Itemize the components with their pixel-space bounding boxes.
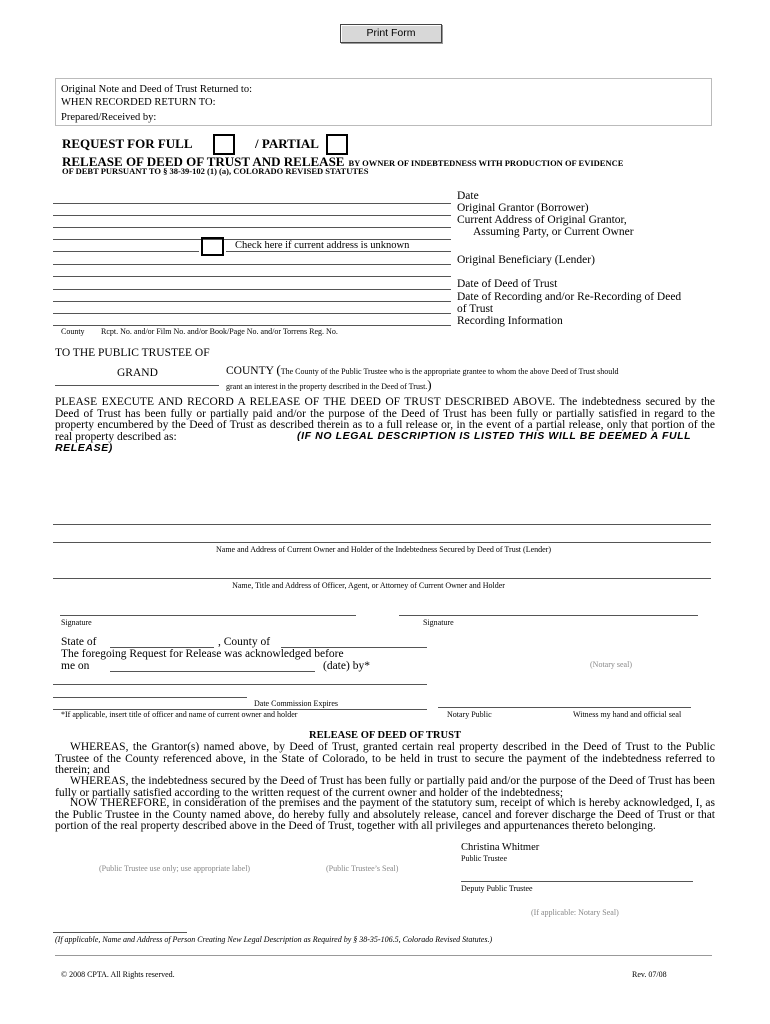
county-label: County: [61, 327, 85, 336]
execute-paragraph: PLEASE EXECUTE AND RECORD A RELEASE OF THE DEED OF TRUST DESCRIBED ABOVE. The indebtedness secured by the Deed of Trust has been fully or partially paid and/or the purpose of the Deed of Trust has been fully or partially satisfied in regard to the property encumbered by the Deed of Trust as described therein as to a full release or, in the event of a partial release, only that portion of the real property described as:: [55, 396, 715, 443]
deputy-sign-line[interactable]: [461, 881, 693, 882]
address-line-3b[interactable]: [226, 251, 451, 252]
if-applicable-note: *If applicable, insert title of officer and name of current owner and holder: [61, 710, 298, 719]
county-note: [226, 362, 618, 378]
label-deed-date: Date of Deed of Trust: [457, 278, 558, 290]
address-unknown-checkbox[interactable]: [201, 237, 224, 256]
print-form-button[interactable]: Print Form: [340, 24, 442, 43]
signature-left-label: Signature: [61, 618, 92, 627]
label-beneficiary: Original Beneficiary (Lender): [457, 254, 595, 266]
label-recording-2: of Trust: [457, 303, 494, 315]
whereas-1: WHEREAS, the Grantor(s) named above, by Deed of Trust, granted certain real property described in the Deed of Trust to the Public Trustee of the County referenced above, in the State of Colorado, to be held in trust to secure the payment of the indebtedness referred to therein; and: [55, 741, 715, 776]
county-note-2-text: grant an interest in the property described in the Deed of Trust.: [226, 382, 428, 391]
grantor-line[interactable]: [53, 215, 451, 216]
label-grantor: Original Grantor (Borrower): [457, 202, 589, 214]
county-name[interactable]: GRAND: [117, 367, 158, 379]
footer-rule: [55, 955, 712, 956]
address-line-1[interactable]: [53, 227, 451, 228]
date-line[interactable]: [53, 203, 451, 204]
signature-line-right[interactable]: [399, 615, 698, 616]
address-line-3a[interactable]: [53, 251, 199, 252]
deputy-label: Deputy Public Trustee: [461, 884, 533, 893]
acknowledged-date-line[interactable]: [110, 671, 315, 672]
trustee-label: TO THE PUBLIC TRUSTEE OF: [55, 347, 210, 359]
recording-info-line[interactable]: [53, 325, 451, 326]
address-unknown-label: Check here if current address is unknown: [235, 240, 410, 251]
revision: Rev. 07/08: [632, 970, 667, 979]
title-statute: OF DEBT PURSUANT TO § 38-39-102 (1) (a), COLORADO REVISED STATUTES: [62, 166, 369, 176]
deed-date-line[interactable]: [53, 289, 451, 290]
copyright: © 2008 CPTA. All Rights reserved.: [61, 970, 175, 979]
recording-date-line[interactable]: [53, 301, 451, 302]
trustee-use-only: (Public Trustee use only; use appropriate label): [99, 864, 251, 873]
return-line-1: Original Note and Deed of Trust Returned to:: [61, 84, 253, 95]
whereas-2: WHEREAS, the indebtedness secured by the Deed of Trust has been fully or partially paid and/or the purpose of the Deed of Trust has been fully or partially satisfied according to the written request of the current owner and holder of the indebtedness;: [55, 775, 715, 799]
signature-right-label: Signature: [423, 618, 454, 627]
county-note-1: The County of the Public Trustee who is the appropriate grantee to whom the above Deed of Trust should: [280, 367, 619, 376]
commission-line-a[interactable]: [53, 697, 247, 698]
county-of-label: , County of: [218, 636, 271, 648]
commission-label: Date Commission Expires: [254, 699, 338, 708]
county-name-line: [55, 385, 219, 386]
paren-open: (: [276, 362, 281, 377]
label-recording-1: Date of Recording and/or Re-Recording of Deed: [457, 291, 682, 303]
recording-number-label: Rcpt. No. and/or Film No. and/or Book/Page No. and/or Torrens Reg. No.: [101, 327, 338, 336]
notary-sign-line[interactable]: [438, 707, 691, 708]
return-line-2: WHEN RECORDED RETURN TO:: [61, 97, 216, 108]
label-recording-info: Recording Information: [457, 315, 563, 327]
date-by-label: (date) by*: [323, 660, 370, 672]
label-date: Date: [457, 190, 479, 202]
beneficiary-line-2[interactable]: [53, 276, 451, 277]
partial-release-checkbox[interactable]: [326, 134, 348, 155]
notary-seal-label: (Notary seal): [590, 660, 632, 669]
label-address-2: Assuming Party, or Current Owner: [473, 226, 634, 238]
now-therefore: NOW THEREFORE, in consideration of the premises and the payment of the statutory sum, receipt of which is hereby acknowledged, I, as the Public Trustee in the County named above, do hereby fully and absolutely release, cancel and forever discharge the Deed of Trust or that portion of the real property described above in the Deed of Trust, together with all privileges and appurtenances thereto belonging.: [55, 797, 715, 832]
new-legal-note: (If applicable, Name and Address of Person Creating New Legal Description as Required by § 38-35-106.5, Colorado Revised Statutes.): [55, 935, 493, 944]
title-suffix: BY OWNER OF INDEBTEDNESS WITH PRODUCTION OF EVIDENCE: [348, 158, 624, 168]
request-full-label: REQUEST FOR FULL: [62, 136, 193, 151]
partial-label: / PARTIAL: [255, 136, 319, 151]
beneficiary-line[interactable]: [53, 264, 451, 265]
county-note-2: [226, 377, 432, 393]
acknowledged-text: The foregoing Request for Release was acknowledged before: [61, 648, 344, 660]
notary-seal-bottom: (If applicable: Notary Seal): [531, 908, 619, 917]
trustee-seal: (Public Trustee’s Seal): [326, 864, 399, 873]
notary-public-label: Notary Public: [447, 710, 492, 719]
legal-warning: (IF NO LEGAL DESCRIPTION IS LISTED THIS WILL BE DEEMED A FULL RELEASE): [55, 430, 691, 454]
full-release-checkbox[interactable]: [213, 134, 235, 155]
label-address-1: Current Address of Original Grantor,: [457, 214, 627, 226]
witness-label: Witness my hand and official seal: [573, 710, 682, 719]
me-on-label: me on: [61, 660, 90, 672]
state-of-label: State of: [61, 636, 97, 648]
paren-close: ): [427, 377, 432, 392]
title-main: RELEASE OF DEED OF TRUST AND RELEASE: [62, 154, 345, 169]
county-word: COUNTY: [226, 365, 274, 377]
legal-description-line[interactable]: [53, 524, 711, 525]
new-legal-line[interactable]: [53, 932, 187, 933]
trustee-name: Christina Whitmer: [461, 842, 540, 853]
acknowledged-by-line[interactable]: [53, 684, 427, 685]
officer-line[interactable]: [53, 578, 711, 579]
signature-line-left[interactable]: [60, 615, 356, 616]
trustee-title: Public Trustee: [461, 854, 508, 863]
release-title: RELEASE OF DEED OF TRUST: [309, 730, 461, 741]
recording-date-line-2[interactable]: [53, 313, 451, 314]
prepared-by: Prepared/Received by:: [61, 112, 157, 123]
owner-line[interactable]: [53, 542, 711, 543]
officer-caption: Name, Title and Address of Officer, Agent, or Attorney of Current Owner and Holder: [232, 581, 505, 590]
owner-caption: Name and Address of Current Owner and Holder of the Indebtedness Secured by Deed of Trust (Lender): [215, 545, 552, 554]
